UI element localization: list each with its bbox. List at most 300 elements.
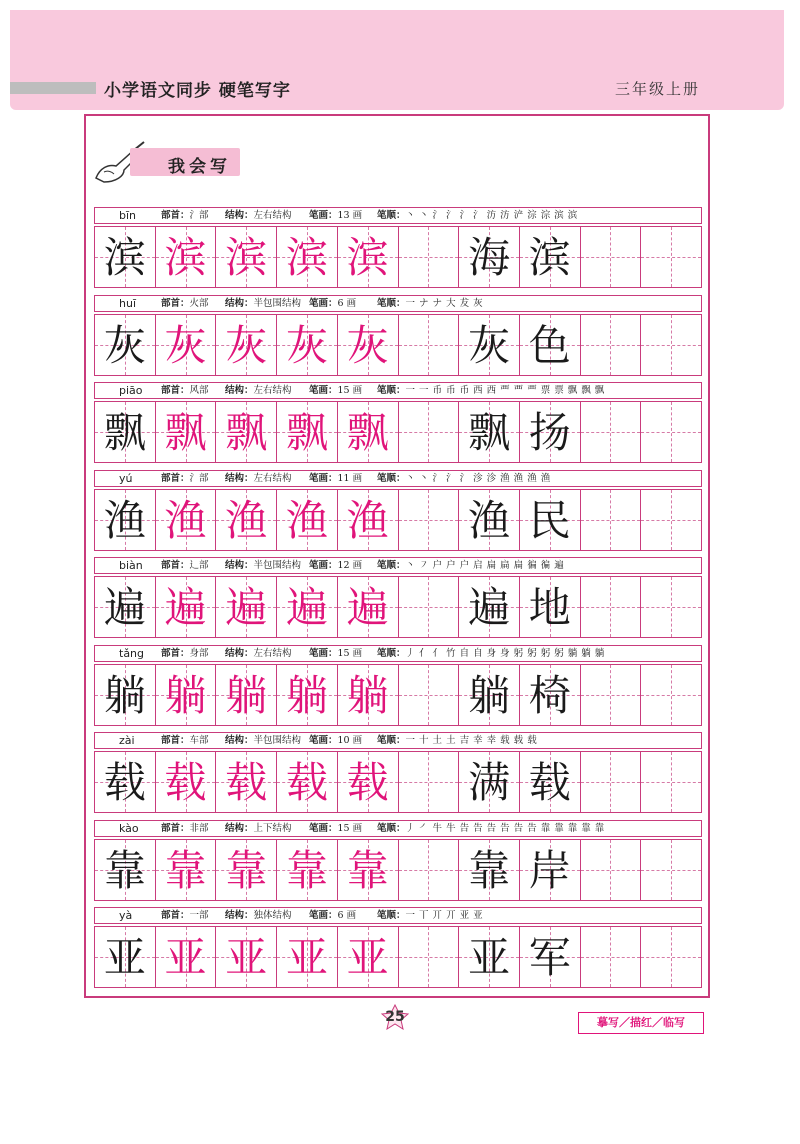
grid-cell[interactable] bbox=[520, 227, 581, 287]
model-character: 靠 bbox=[103, 845, 146, 895]
grid-cell[interactable] bbox=[277, 315, 338, 375]
word-character: 色 bbox=[528, 320, 571, 370]
pinyin: huī bbox=[119, 296, 136, 310]
word-character: 飘 bbox=[468, 408, 511, 457]
trace-character: 载 bbox=[225, 758, 268, 807]
grid-cell[interactable] bbox=[520, 577, 581, 637]
grid-cell[interactable] bbox=[95, 402, 156, 462]
radical-label: 部首： bbox=[161, 297, 190, 309]
grid-cell[interactable] bbox=[459, 665, 520, 725]
grid-cell[interactable] bbox=[520, 927, 581, 987]
grid-cell[interactable] bbox=[216, 227, 277, 287]
trace-character: 灰 bbox=[164, 320, 207, 370]
grid-cell[interactable] bbox=[216, 402, 277, 462]
grid-cell[interactable] bbox=[459, 227, 520, 287]
stroke-order-field bbox=[377, 733, 537, 748]
structure-label: 结构： bbox=[225, 210, 254, 221]
trace-character: 亚 bbox=[225, 933, 268, 982]
stroke-order-field bbox=[377, 208, 578, 223]
stroke-count-value: 12 画 bbox=[337, 560, 363, 571]
trace-character: 载 bbox=[346, 758, 389, 807]
model-character: 躺 bbox=[103, 670, 146, 720]
word-character: 扬 bbox=[528, 408, 571, 457]
stroke-order-field bbox=[377, 471, 551, 486]
grid-cell[interactable] bbox=[95, 927, 156, 987]
trace-character: 灰 bbox=[225, 320, 268, 370]
tian-grid bbox=[94, 401, 702, 463]
stroke-count-value: 10 画 bbox=[337, 735, 363, 746]
grid-cell[interactable] bbox=[581, 577, 642, 637]
stroke-count-label: 笔画： bbox=[309, 560, 338, 571]
radical-field bbox=[161, 908, 209, 923]
grid-cell[interactable] bbox=[156, 402, 217, 462]
radical-value: 氵部 bbox=[189, 472, 209, 484]
grid-cell[interactable] bbox=[216, 752, 277, 812]
stroke-order-field bbox=[377, 646, 605, 661]
structure-value: 独体结构 bbox=[253, 910, 292, 921]
trace-character: 滨 bbox=[225, 233, 268, 282]
trace-character: 滨 bbox=[285, 233, 328, 282]
grid-cell[interactable] bbox=[95, 315, 156, 375]
stroke-count-label: 笔画： bbox=[309, 472, 338, 484]
stroke-count-label: 笔画： bbox=[309, 735, 338, 746]
radical-label: 部首： bbox=[161, 560, 190, 571]
grid-cell[interactable] bbox=[641, 227, 701, 287]
stroke-order-value: 丿 ㇒ 牛 牛 告 告 告 告 告 告 靠 靠 靠 靠 靠 bbox=[405, 822, 605, 834]
stroke-count-field bbox=[309, 558, 362, 573]
stroke-count-field bbox=[309, 208, 362, 223]
grid-cell[interactable] bbox=[399, 927, 460, 987]
trace-character: 遍 bbox=[164, 583, 207, 632]
grid-cell[interactable] bbox=[156, 577, 217, 637]
tian-grid bbox=[94, 226, 702, 288]
stroke-order-value: 丿 亻 亻 竹 自 自 身 身 躬 躬 躬 躬 躺 躺 躺 bbox=[405, 647, 605, 659]
trace-character: 渔 bbox=[164, 495, 207, 545]
stroke-count-value: 15 画 bbox=[337, 385, 363, 396]
grid-cell[interactable] bbox=[459, 752, 520, 812]
structure-label: 结构： bbox=[225, 910, 254, 921]
trace-character: 亚 bbox=[285, 933, 328, 982]
pinyin: zài bbox=[119, 734, 135, 747]
stroke-order-label: 笔顺： bbox=[377, 297, 406, 309]
model-character: 渔 bbox=[103, 495, 146, 545]
page-number bbox=[380, 1004, 410, 1030]
grid-cell[interactable] bbox=[520, 490, 581, 550]
grid-cell[interactable] bbox=[338, 577, 399, 637]
word-character: 载 bbox=[528, 758, 571, 807]
grid-cell[interactable] bbox=[520, 840, 581, 900]
trace-character: 躺 bbox=[346, 670, 389, 720]
word-character: 遍 bbox=[468, 583, 511, 632]
pinyin: piāo bbox=[119, 384, 143, 397]
grid-cell[interactable] bbox=[581, 402, 642, 462]
stroke-order-value: 丶 丶 氵 氵 氵 氵 汸 汸 浐 淙 淙 滨 滨 bbox=[405, 210, 578, 221]
radical-label: 部首： bbox=[161, 472, 190, 484]
grid-cell[interactable] bbox=[338, 227, 399, 287]
trace-character: 躺 bbox=[225, 670, 268, 720]
char-info-bar bbox=[94, 820, 702, 837]
grid-cell[interactable] bbox=[399, 752, 460, 812]
structure-field bbox=[225, 908, 292, 923]
structure-value: 左右结构 bbox=[253, 472, 292, 484]
grid-cell[interactable] bbox=[95, 665, 156, 725]
grid-cell[interactable] bbox=[338, 927, 399, 987]
radical-label: 部首： bbox=[161, 385, 190, 396]
practice-row bbox=[94, 470, 702, 558]
stroke-count-value: 13 画 bbox=[337, 210, 363, 221]
grid-cell[interactable] bbox=[459, 840, 520, 900]
trace-character: 亚 bbox=[346, 933, 389, 982]
stroke-order-field bbox=[377, 383, 605, 398]
grade-label: 三年级上册 bbox=[614, 80, 700, 98]
trace-character: 亚 bbox=[164, 933, 207, 982]
stroke-order-label: 笔顺： bbox=[377, 822, 406, 834]
radical-field bbox=[161, 208, 209, 223]
structure-value: 上下结构 bbox=[253, 822, 292, 834]
grid-cell[interactable] bbox=[277, 840, 338, 900]
grid-cell[interactable] bbox=[216, 490, 277, 550]
grid-cell[interactable] bbox=[95, 227, 156, 287]
tian-grid bbox=[94, 489, 702, 551]
structure-field bbox=[225, 733, 301, 748]
trace-character: 灰 bbox=[285, 320, 328, 370]
grid-cell[interactable] bbox=[520, 665, 581, 725]
grid-cell[interactable] bbox=[581, 315, 642, 375]
trace-character: 飘 bbox=[285, 408, 328, 457]
radical-value: 一部 bbox=[189, 910, 209, 921]
trace-character: 载 bbox=[285, 758, 328, 807]
word-character: 海 bbox=[468, 233, 511, 282]
grid-cell[interactable] bbox=[277, 227, 338, 287]
char-info-bar bbox=[94, 207, 702, 224]
word-character: 亚 bbox=[468, 933, 511, 982]
radical-label: 部首： bbox=[161, 822, 190, 834]
grid-cell[interactable] bbox=[399, 840, 460, 900]
pinyin: tǎng bbox=[119, 646, 145, 660]
trace-character: 渔 bbox=[285, 495, 328, 545]
grid-cell[interactable] bbox=[156, 227, 217, 287]
word-character: 地 bbox=[528, 583, 571, 632]
stroke-count-field bbox=[309, 383, 362, 398]
stroke-order-value: 一 十 土 土 吉 幸 幸 载 载 载 bbox=[405, 735, 538, 746]
structure-field bbox=[225, 383, 292, 398]
pinyin: yà bbox=[119, 909, 133, 922]
grid-cell[interactable] bbox=[581, 490, 642, 550]
grid-cell[interactable] bbox=[95, 490, 156, 550]
grid-cell[interactable] bbox=[520, 402, 581, 462]
trace-character: 飘 bbox=[346, 408, 389, 457]
grid-cell[interactable] bbox=[459, 490, 520, 550]
char-info-bar bbox=[94, 557, 702, 574]
practice-row bbox=[94, 732, 702, 820]
radical-value: 辶部 bbox=[189, 560, 209, 571]
stroke-count-field bbox=[309, 908, 356, 923]
trace-character: 飘 bbox=[225, 408, 268, 457]
radical-value: 风部 bbox=[189, 385, 209, 396]
model-character: 滨 bbox=[103, 233, 146, 282]
structure-label: 结构： bbox=[225, 297, 254, 309]
grid-cell[interactable] bbox=[338, 490, 399, 550]
grid-cell[interactable] bbox=[277, 927, 338, 987]
stroke-order-value: 丶 ㇇ 户 户 户 启 扁 扁 扁 徧 徧 遍 bbox=[405, 560, 565, 571]
grid-cell[interactable] bbox=[95, 577, 156, 637]
trace-character: 滨 bbox=[164, 233, 207, 282]
grid-cell[interactable] bbox=[338, 665, 399, 725]
structure-label: 结构： bbox=[225, 735, 254, 746]
grid-cell[interactable] bbox=[277, 577, 338, 637]
stroke-count-value: 11 画 bbox=[337, 472, 363, 484]
grid-cell[interactable] bbox=[156, 665, 217, 725]
structure-value: 左右结构 bbox=[253, 647, 292, 659]
grid-cell[interactable] bbox=[277, 665, 338, 725]
grid-cell[interactable] bbox=[581, 752, 642, 812]
trace-character: 飘 bbox=[164, 408, 207, 457]
trace-character: 遍 bbox=[225, 583, 268, 632]
stroke-count-value: 15 画 bbox=[337, 822, 363, 834]
stroke-order-value: 一 一 币 币 币 西 西 覀 覀 覀 票 票 飘 飘 飘 bbox=[405, 385, 605, 396]
char-info-bar bbox=[94, 470, 702, 487]
stroke-count-field bbox=[309, 471, 362, 486]
word-character: 滨 bbox=[528, 233, 571, 282]
stroke-order-field bbox=[377, 558, 564, 573]
stroke-order-field bbox=[377, 908, 483, 923]
char-info-bar bbox=[94, 645, 702, 662]
trace-character: 渔 bbox=[346, 495, 389, 545]
word-character: 军 bbox=[528, 933, 571, 982]
practice-row bbox=[94, 645, 702, 733]
radical-field bbox=[161, 471, 209, 486]
grid-cell[interactable] bbox=[95, 840, 156, 900]
grid-cell[interactable] bbox=[338, 840, 399, 900]
grid-cell[interactable] bbox=[399, 402, 460, 462]
grid-cell[interactable] bbox=[156, 927, 217, 987]
grid-cell[interactable] bbox=[641, 577, 701, 637]
grid-cell[interactable] bbox=[338, 752, 399, 812]
grid-cell[interactable] bbox=[641, 402, 701, 462]
grid-cell[interactable] bbox=[399, 490, 460, 550]
grid-cell[interactable] bbox=[277, 490, 338, 550]
trace-character: 载 bbox=[164, 758, 207, 807]
practice-row bbox=[94, 295, 702, 383]
grid-cell[interactable] bbox=[581, 227, 642, 287]
model-character: 遍 bbox=[103, 583, 146, 632]
grid-cell[interactable] bbox=[399, 315, 460, 375]
book-title: 小学语文同步 硬笔写字 bbox=[104, 81, 291, 101]
structure-label: 结构： bbox=[225, 822, 254, 834]
pinyin: biàn bbox=[119, 559, 143, 572]
stroke-count-field bbox=[309, 733, 362, 748]
model-character: 飘 bbox=[103, 408, 146, 457]
character-rows bbox=[94, 207, 702, 995]
grid-cell[interactable] bbox=[520, 315, 581, 375]
stroke-order-field bbox=[377, 296, 483, 311]
practice-row bbox=[94, 557, 702, 645]
char-info-bar bbox=[94, 907, 702, 924]
radical-field bbox=[161, 558, 209, 573]
stroke-count-value: 6 画 bbox=[337, 297, 357, 309]
tian-grid bbox=[94, 751, 702, 813]
grid-cell[interactable] bbox=[216, 577, 277, 637]
grid-cell[interactable] bbox=[156, 840, 217, 900]
char-info-bar bbox=[94, 732, 702, 749]
model-character: 亚 bbox=[103, 933, 146, 982]
stroke-order-value: 一 ナ ナ 大 犮 灰 bbox=[405, 297, 484, 309]
radical-field bbox=[161, 296, 209, 311]
page-number-text: 25 bbox=[385, 1009, 405, 1025]
radical-value: 身部 bbox=[189, 647, 209, 659]
radical-value: 火部 bbox=[189, 297, 209, 309]
stroke-count-label: 笔画： bbox=[309, 647, 338, 659]
grid-cell[interactable] bbox=[459, 927, 520, 987]
stroke-count-label: 笔画： bbox=[309, 822, 338, 834]
trace-character: 遍 bbox=[346, 583, 389, 632]
structure-field bbox=[225, 558, 301, 573]
stroke-count-label: 笔画： bbox=[309, 210, 338, 221]
grid-cell[interactable] bbox=[399, 227, 460, 287]
trace-character: 渔 bbox=[225, 495, 268, 545]
structure-label: 结构： bbox=[225, 560, 254, 571]
grid-cell[interactable] bbox=[399, 577, 460, 637]
stroke-order-label: 笔顺： bbox=[377, 735, 406, 746]
radical-field bbox=[161, 383, 209, 398]
tian-grid bbox=[94, 926, 702, 988]
stroke-count-value: 6 画 bbox=[337, 910, 357, 921]
stroke-order-label: 笔顺： bbox=[377, 560, 406, 571]
practice-row bbox=[94, 207, 702, 295]
grid-cell[interactable] bbox=[399, 665, 460, 725]
radical-field bbox=[161, 733, 209, 748]
structure-value: 左右结构 bbox=[253, 210, 292, 221]
stroke-order-label: 笔顺： bbox=[377, 472, 406, 484]
word-character: 靠 bbox=[468, 845, 511, 895]
tian-grid bbox=[94, 839, 702, 901]
stroke-order-label: 笔顺： bbox=[377, 910, 406, 921]
model-character: 灰 bbox=[103, 320, 146, 370]
practice-row bbox=[94, 820, 702, 908]
header-decor-strip bbox=[10, 82, 96, 94]
trace-character: 躺 bbox=[285, 670, 328, 720]
grid-cell[interactable] bbox=[641, 665, 701, 725]
practice-row bbox=[94, 382, 702, 470]
stroke-count-value: 15 画 bbox=[337, 647, 363, 659]
trace-character: 遍 bbox=[285, 583, 328, 632]
radical-field bbox=[161, 646, 209, 661]
section-title: 我会写 bbox=[168, 157, 231, 177]
structure-label: 结构： bbox=[225, 647, 254, 659]
stroke-count-field bbox=[309, 646, 362, 661]
radical-label: 部首： bbox=[161, 210, 190, 221]
grid-cell[interactable] bbox=[95, 752, 156, 812]
stroke-count-field bbox=[309, 821, 362, 836]
stroke-order-label: 笔顺： bbox=[377, 385, 406, 396]
structure-field bbox=[225, 208, 292, 223]
trace-character: 靠 bbox=[346, 845, 389, 895]
stroke-order-field bbox=[377, 821, 605, 836]
tian-grid bbox=[94, 314, 702, 376]
pinyin: yú bbox=[119, 471, 133, 485]
grid-cell[interactable] bbox=[216, 840, 277, 900]
structure-value: 半包围结构 bbox=[253, 735, 302, 746]
word-character: 椅 bbox=[528, 670, 571, 720]
grid-cell[interactable] bbox=[581, 927, 642, 987]
stroke-count-label: 笔画： bbox=[309, 910, 338, 921]
grid-cell[interactable] bbox=[216, 315, 277, 375]
trace-character: 靠 bbox=[285, 845, 328, 895]
word-character: 岸 bbox=[528, 845, 571, 895]
radical-value: 氵部 bbox=[189, 210, 209, 221]
grid-cell[interactable] bbox=[520, 752, 581, 812]
tian-grid bbox=[94, 664, 702, 726]
trace-character: 躺 bbox=[164, 670, 207, 720]
grid-cell[interactable] bbox=[216, 665, 277, 725]
stroke-order-value: 丶 丶 氵 氵 氵 沴 沴 渔 渔 渔 渔 bbox=[405, 472, 551, 484]
grid-cell[interactable] bbox=[216, 927, 277, 987]
structure-field bbox=[225, 821, 292, 836]
grid-cell[interactable] bbox=[459, 577, 520, 637]
practice-row bbox=[94, 907, 702, 995]
word-character: 渔 bbox=[468, 495, 511, 545]
structure-field bbox=[225, 296, 301, 311]
stroke-order-value: 一 丅 丌 丌 亚 亚 bbox=[405, 910, 484, 921]
structure-value: 左右结构 bbox=[253, 385, 292, 396]
grid-cell[interactable] bbox=[581, 840, 642, 900]
stroke-count-label: 笔画： bbox=[309, 297, 338, 309]
structure-value: 半包围结构 bbox=[253, 560, 302, 571]
grid-cell[interactable] bbox=[641, 490, 701, 550]
footer-note: 摹写／描红／临写 bbox=[578, 1012, 704, 1034]
structure-value: 半包围结构 bbox=[253, 297, 302, 309]
grid-cell[interactable] bbox=[338, 402, 399, 462]
grid-cell[interactable] bbox=[641, 927, 701, 987]
model-character: 载 bbox=[103, 758, 146, 807]
section-header bbox=[90, 138, 290, 198]
grid-cell[interactable] bbox=[641, 315, 701, 375]
radical-value: 非部 bbox=[189, 822, 209, 834]
grid-cell[interactable] bbox=[156, 315, 217, 375]
grid-cell[interactable] bbox=[277, 752, 338, 812]
trace-character: 靠 bbox=[225, 845, 268, 895]
trace-character: 灰 bbox=[346, 320, 389, 370]
radical-value: 车部 bbox=[189, 735, 209, 746]
word-character: 满 bbox=[468, 758, 511, 807]
grid-cell[interactable] bbox=[156, 490, 217, 550]
grid-cell[interactable] bbox=[641, 752, 701, 812]
radical-label: 部首： bbox=[161, 735, 190, 746]
pinyin: bīn bbox=[119, 209, 137, 222]
structure-field bbox=[225, 646, 292, 661]
tian-grid bbox=[94, 576, 702, 638]
grid-cell[interactable] bbox=[581, 665, 642, 725]
radical-label: 部首： bbox=[161, 647, 190, 659]
grid-cell[interactable] bbox=[277, 402, 338, 462]
word-character: 灰 bbox=[468, 320, 511, 370]
char-info-bar bbox=[94, 295, 702, 312]
char-info-bar bbox=[94, 382, 702, 399]
stroke-count-field bbox=[309, 296, 356, 311]
grid-cell[interactable] bbox=[641, 840, 701, 900]
pinyin: kào bbox=[119, 821, 139, 835]
stroke-order-label: 笔顺： bbox=[377, 210, 406, 221]
radical-label: 部首： bbox=[161, 910, 190, 921]
grid-cell[interactable] bbox=[459, 402, 520, 462]
grid-cell[interactable] bbox=[338, 315, 399, 375]
stroke-count-label: 笔画： bbox=[309, 385, 338, 396]
word-character: 躺 bbox=[468, 670, 511, 720]
trace-character: 滨 bbox=[346, 233, 389, 282]
grid-cell[interactable] bbox=[459, 315, 520, 375]
grid-cell[interactable] bbox=[156, 752, 217, 812]
stroke-order-label: 笔顺： bbox=[377, 647, 406, 659]
